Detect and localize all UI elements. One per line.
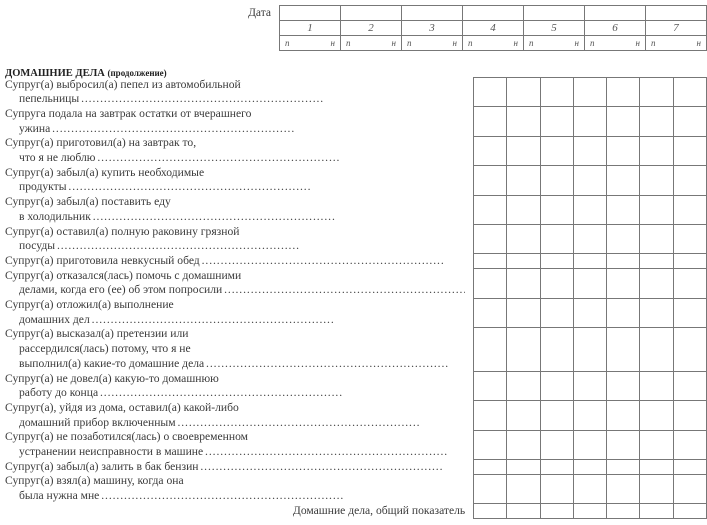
score-cell[interactable] xyxy=(573,78,606,107)
date-cell[interactable] xyxy=(524,6,585,21)
row-label xyxy=(0,225,474,254)
score-cell[interactable] xyxy=(474,254,507,269)
score-cell[interactable] xyxy=(474,327,507,371)
score-cell[interactable] xyxy=(474,225,507,254)
score-cell[interactable] xyxy=(640,430,673,459)
score-cell[interactable] xyxy=(540,225,573,254)
score-cell[interactable] xyxy=(507,372,540,401)
score-cell[interactable] xyxy=(640,195,673,224)
score-cell[interactable] xyxy=(540,136,573,165)
score-cell[interactable] xyxy=(573,460,606,475)
score-cell[interactable] xyxy=(607,298,640,327)
sub-right: н xyxy=(635,38,640,48)
score-cell[interactable] xyxy=(573,107,606,136)
score-cell[interactable] xyxy=(507,166,540,195)
row-label xyxy=(0,166,474,195)
score-cell[interactable] xyxy=(673,430,706,459)
row-label xyxy=(0,298,474,327)
score-cell[interactable] xyxy=(573,327,606,371)
row-label-line: в холодильник . . . xyxy=(5,210,465,225)
score-cell[interactable] xyxy=(673,195,706,224)
score-cell[interactable] xyxy=(573,136,606,165)
score-cell[interactable] xyxy=(474,269,507,298)
score-cell[interactable] xyxy=(640,269,673,298)
score-cell[interactable] xyxy=(640,107,673,136)
score-cell[interactable] xyxy=(540,474,573,503)
day-number: 2 xyxy=(341,21,402,36)
row-label-line: пепельницы . . . xyxy=(5,92,465,107)
date-label: Дата xyxy=(248,7,271,19)
score-cell[interactable] xyxy=(607,195,640,224)
score-cell[interactable] xyxy=(607,136,640,165)
day-number: 6 xyxy=(585,21,646,36)
day-pn-cell xyxy=(402,36,463,51)
row-label xyxy=(0,78,474,107)
score-cell[interactable] xyxy=(540,327,573,371)
day-pn-cell xyxy=(280,36,341,51)
row-label xyxy=(0,474,474,503)
score-cell[interactable] xyxy=(640,401,673,430)
day-number: 4 xyxy=(463,21,524,36)
date-cell[interactable] xyxy=(280,6,341,21)
score-cell[interactable] xyxy=(507,136,540,165)
score-cell[interactable] xyxy=(540,401,573,430)
row-label-line: делами, когда его (ее) об этом попросили . . . xyxy=(5,283,465,298)
row-label-line: Супруг(а), уйдя из дома, оставил(а) какой-либо xyxy=(5,400,239,414)
table-row xyxy=(0,298,707,327)
score-cell[interactable] xyxy=(607,460,640,475)
score-cell[interactable] xyxy=(474,136,507,165)
sub-left: п xyxy=(590,38,595,48)
score-cell[interactable] xyxy=(474,107,507,136)
score-cell[interactable] xyxy=(474,460,507,475)
day-pn-cell xyxy=(585,36,646,51)
sub-left: п xyxy=(285,38,290,48)
total-row xyxy=(0,504,707,519)
table-row xyxy=(0,166,707,195)
sub-right: н xyxy=(574,38,579,48)
row-label-line: Супруг(а) отказался(лась) помочь с домашними xyxy=(5,268,242,282)
row-label-line: рассердился(лась) потому, что я не xyxy=(19,342,191,356)
score-cell[interactable] xyxy=(507,460,540,475)
row-label-line: Супруг(а) забыл(а) поставить еду xyxy=(5,195,171,209)
table-row xyxy=(0,401,707,430)
score-cell[interactable] xyxy=(573,401,606,430)
score-cell[interactable] xyxy=(540,78,573,107)
table-row xyxy=(0,136,707,165)
sub-right: н xyxy=(696,38,701,48)
section-title-text: ДОМАШНИЕ ДЕЛА xyxy=(5,68,105,79)
score-cell[interactable] xyxy=(607,372,640,401)
row-label-line: Супруг(а) забыл(а) залить в бак бензин . . . xyxy=(5,460,465,475)
sub-left: п xyxy=(407,38,412,48)
score-cell[interactable] xyxy=(673,372,706,401)
day-pn-cell xyxy=(524,36,585,51)
row-label-line: Супруг(а) оставил(а) полную раковину грязной xyxy=(5,224,240,238)
day-number: 5 xyxy=(524,21,585,36)
sub-right: н xyxy=(452,38,457,48)
row-label xyxy=(0,372,474,401)
score-cell[interactable] xyxy=(474,430,507,459)
score-cell[interactable] xyxy=(507,269,540,298)
table-row xyxy=(0,195,707,224)
score-cell[interactable] xyxy=(607,107,640,136)
row-label xyxy=(0,254,474,269)
score-cell[interactable] xyxy=(507,430,540,459)
score-cell[interactable] xyxy=(607,327,640,371)
table-row xyxy=(0,269,707,298)
score-cell[interactable] xyxy=(540,372,573,401)
score-cell[interactable] xyxy=(540,460,573,475)
score-cell[interactable] xyxy=(474,372,507,401)
score-cell[interactable] xyxy=(607,269,640,298)
sub-left: п xyxy=(529,38,534,48)
sub-left: п xyxy=(651,38,656,48)
table-row xyxy=(0,327,707,371)
row-label-line: устранении неисправности в машине . . . xyxy=(5,445,465,460)
score-cell[interactable] xyxy=(607,504,640,519)
score-cell[interactable] xyxy=(507,225,540,254)
score-cell[interactable] xyxy=(540,298,573,327)
score-cell[interactable] xyxy=(673,166,706,195)
sub-left: п xyxy=(346,38,351,48)
score-cell[interactable] xyxy=(507,107,540,136)
score-cell[interactable] xyxy=(673,269,706,298)
row-label xyxy=(0,195,474,224)
date-cell[interactable] xyxy=(402,6,463,21)
score-cell[interactable] xyxy=(474,401,507,430)
score-cell[interactable] xyxy=(640,298,673,327)
row-label-line: была нужна мне . . . xyxy=(5,489,465,504)
table-row xyxy=(0,254,707,269)
row-label-line: Супруг(а) не довел(а) какую-то домашнюю xyxy=(5,371,219,385)
row-label-line: посуды . . . xyxy=(5,239,465,254)
table-row xyxy=(0,78,707,107)
score-cell[interactable] xyxy=(507,254,540,269)
score-cell[interactable] xyxy=(573,298,606,327)
score-cell[interactable] xyxy=(540,166,573,195)
score-cell[interactable] xyxy=(507,401,540,430)
spacer xyxy=(0,36,280,51)
table-row xyxy=(0,372,707,401)
score-cell[interactable] xyxy=(673,225,706,254)
date-header-table xyxy=(0,5,707,51)
score-cell[interactable] xyxy=(540,269,573,298)
row-label xyxy=(0,269,474,298)
score-cell[interactable] xyxy=(607,225,640,254)
row-label-line: Супруг(а) отложил(а) выполнение xyxy=(5,298,174,312)
spacer xyxy=(0,21,280,36)
score-cell[interactable] xyxy=(507,195,540,224)
score-cell[interactable] xyxy=(573,504,606,519)
score-cell[interactable] xyxy=(673,474,706,503)
score-cell[interactable] xyxy=(673,254,706,269)
date-cell[interactable] xyxy=(341,6,402,21)
score-cell[interactable] xyxy=(607,474,640,503)
score-cell[interactable] xyxy=(474,166,507,195)
row-label-line: что я не люблю . . . xyxy=(5,151,465,166)
score-cell[interactable] xyxy=(507,474,540,503)
row-label xyxy=(0,401,474,430)
score-cell[interactable] xyxy=(640,327,673,371)
row-label xyxy=(0,460,474,475)
score-cell[interactable] xyxy=(607,166,640,195)
row-label xyxy=(0,136,474,165)
score-cell[interactable] xyxy=(607,401,640,430)
score-cell[interactable] xyxy=(540,254,573,269)
score-cell[interactable] xyxy=(474,504,507,519)
score-cell[interactable] xyxy=(573,225,606,254)
score-cell[interactable] xyxy=(673,460,706,475)
section-subtitle: (продолжение) xyxy=(107,68,167,78)
score-cell[interactable] xyxy=(474,78,507,107)
score-cell[interactable] xyxy=(673,401,706,430)
score-cell[interactable] xyxy=(640,166,673,195)
row-label-line: Супруг(а) не позаботился(лась) о своевременном xyxy=(5,430,248,444)
score-cell[interactable] xyxy=(607,430,640,459)
day-number: 1 xyxy=(280,21,341,36)
row-label-line: выполнил(а) какие-то домашние дела . . . xyxy=(5,357,465,372)
score-cell[interactable] xyxy=(573,195,606,224)
row-label-line: домашних дел . . . xyxy=(5,313,465,328)
row-label xyxy=(0,107,474,136)
score-cell[interactable] xyxy=(507,78,540,107)
row-label-line: Супруг(а) забыл(а) купить необходимые xyxy=(5,165,205,179)
score-cell[interactable] xyxy=(507,504,540,519)
day-pn-cell xyxy=(463,36,524,51)
score-cell[interactable] xyxy=(640,225,673,254)
row-label-line: Супруга подала на завтрак остатки от вчерашнего xyxy=(5,106,252,120)
score-cell[interactable] xyxy=(540,107,573,136)
score-cell[interactable] xyxy=(640,504,673,519)
score-cell[interactable] xyxy=(640,460,673,475)
score-cell[interactable] xyxy=(573,254,606,269)
row-label-line: Супруг(а) выбросил(а) пепел из автомобильной xyxy=(5,77,241,91)
score-cell[interactable] xyxy=(540,504,573,519)
score-cell[interactable] xyxy=(474,195,507,224)
row-label-line: работу до конца . . . xyxy=(5,386,465,401)
score-cell[interactable] xyxy=(573,269,606,298)
score-cell[interactable] xyxy=(640,78,673,107)
score-cell[interactable] xyxy=(607,254,640,269)
row-label-line: Супруг(а) взял(а) машину, когда она xyxy=(5,474,184,488)
score-cell[interactable] xyxy=(673,107,706,136)
sub-right: н xyxy=(513,38,518,48)
score-cell[interactable] xyxy=(540,195,573,224)
score-cell[interactable] xyxy=(640,474,673,503)
date-cell[interactable] xyxy=(463,6,524,21)
table-row xyxy=(0,430,707,459)
score-cell[interactable] xyxy=(673,78,706,107)
score-cell[interactable] xyxy=(573,430,606,459)
household-tasks-table xyxy=(0,77,707,519)
day-pn-cell xyxy=(341,36,402,51)
score-cell[interactable] xyxy=(640,254,673,269)
score-cell[interactable] xyxy=(474,298,507,327)
score-cell[interactable] xyxy=(474,474,507,503)
row-label xyxy=(0,430,474,459)
date-cell[interactable] xyxy=(585,6,646,21)
score-cell[interactable] xyxy=(507,327,540,371)
score-cell[interactable] xyxy=(607,78,640,107)
sub-right: н xyxy=(391,38,396,48)
date-cell[interactable] xyxy=(646,6,707,21)
table-row xyxy=(0,225,707,254)
score-cell[interactable] xyxy=(573,474,606,503)
day-number: 3 xyxy=(402,21,463,36)
table-row xyxy=(0,474,707,503)
sub-left: п xyxy=(468,38,473,48)
score-cell[interactable] xyxy=(673,136,706,165)
score-cell[interactable] xyxy=(640,136,673,165)
score-cell[interactable] xyxy=(640,372,673,401)
score-cell[interactable] xyxy=(573,372,606,401)
row-label xyxy=(0,327,474,371)
score-cell[interactable] xyxy=(673,504,706,519)
row-label-line: продукты . . . xyxy=(5,180,465,195)
sub-right: н xyxy=(330,38,335,48)
day-pn-cell xyxy=(646,36,707,51)
score-cell[interactable] xyxy=(573,166,606,195)
row-label-line: ужина . . . xyxy=(5,122,465,137)
total-label: Домашние дела, общий показатель xyxy=(292,503,466,517)
table-row xyxy=(0,460,707,475)
row-label-line: домашний прибор включенным . . . xyxy=(5,416,465,431)
day-number: 7 xyxy=(646,21,707,36)
score-cell[interactable] xyxy=(673,298,706,327)
row-label-line: Супруг(а) высказал(а) претензии или xyxy=(5,327,189,341)
row-label-line: Супруг(а) приготовила невкусный обед . . . xyxy=(5,254,465,269)
score-cell[interactable] xyxy=(673,327,706,371)
table-row xyxy=(0,107,707,136)
score-cell[interactable] xyxy=(540,430,573,459)
score-cell[interactable] xyxy=(507,298,540,327)
row-label-line: Супруг(а) приготовил(а) на завтрак то, xyxy=(5,136,197,150)
